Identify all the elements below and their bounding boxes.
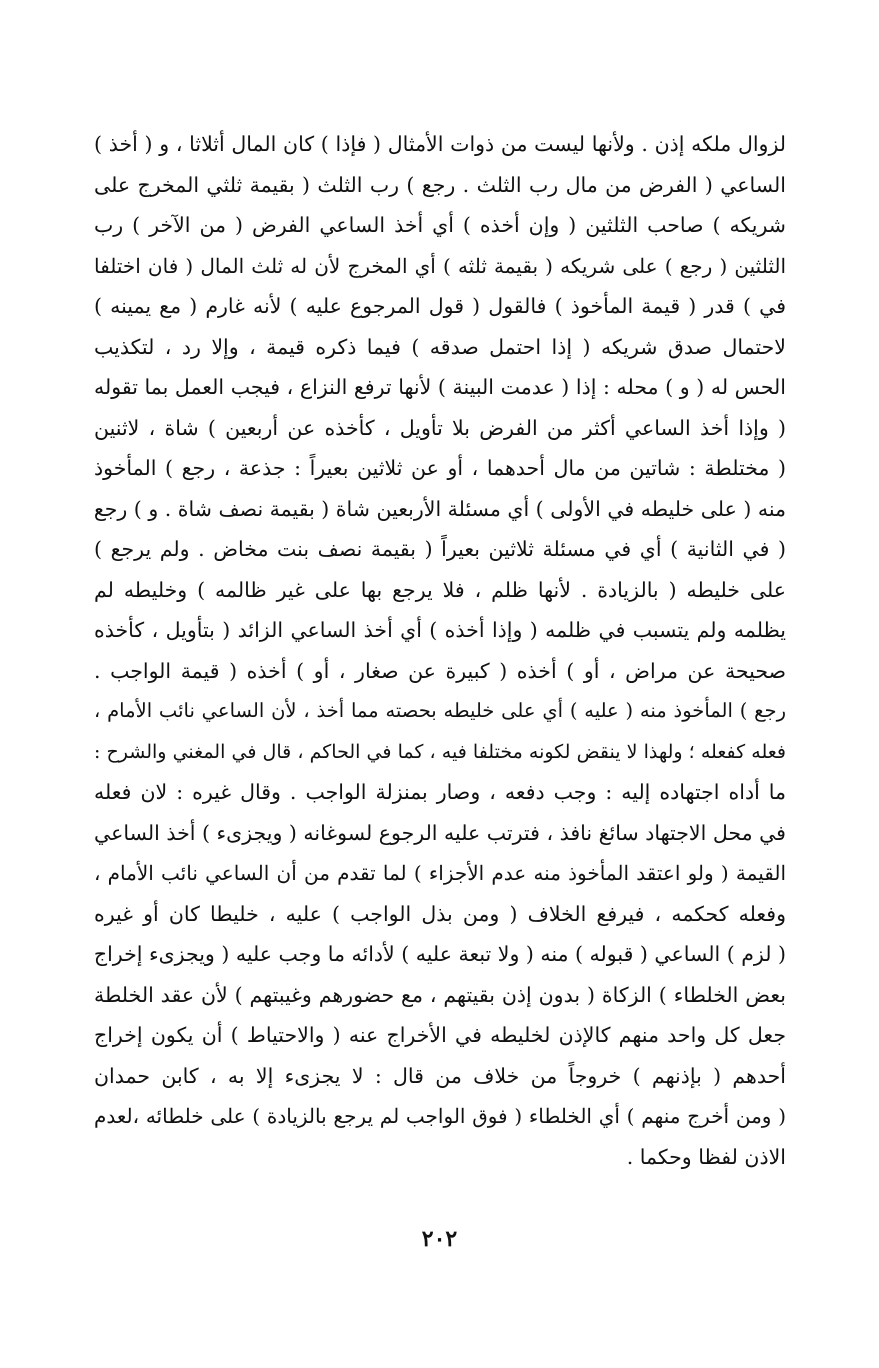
text-line: ما أداه اجتهاده إليه : وجب دفعه ، وصار بمنزلة الواجب . وقال غيره : لان فعله xyxy=(94,780,786,804)
text-line: ( ومن أخرج منهم ) أي الخلطاء ( فوق الواجب لم يرجع بالزيادة ) على خلطائه ،لعدم xyxy=(94,1104,786,1128)
page-number: ٢٠٢ xyxy=(421,1226,458,1252)
text-line: ( مختلطة : شاتين من مال أحدهما ، أو عن ثلاثين بعيراً : جذعة ، رجع ) المأخوذ xyxy=(94,456,786,480)
text-line: بعض الخلطاء ) الزكاة ( بدون إذن بقيتهم ، مع حضورهم وغيبتهم ) لأن عقد الخلطة xyxy=(94,982,786,1007)
text-line: ( في الثانية ) أي في مسئلة ثلاثين بعيراً ( بقيمة نصف بنت مخاض . ولم يرجع ) xyxy=(94,537,786,561)
text-line: الثلثين ( رجع ) على شريكه ( بقيمة ثلثه ) أي المخرج لأن له ثلث المال ( فان اختلفا xyxy=(94,253,786,278)
text-line: الحس له ( و ) محله : إذا ( عدمت البينة ) لأنها ترفع النزاع ، فيجب العمل بما تقوله xyxy=(94,375,786,399)
text-line: يظلمه ولم يتسبب في ظلمه ( وإذا أخذه ) أي أخذ الساعي الزائد ( بتأويل ، كأخذه xyxy=(94,618,786,642)
text-line: ( وإذا أخذ الساعي أكثر من الفرض بلا تأويل ، كأخذه عن أربعين ) شاة ، لاثنين xyxy=(94,415,786,440)
text-line: فعله كفعله ؛ ولهذا لا ينقض لكونه مختلفا فيه ، كما في الحاكم ، قال في المغني والشرح : xyxy=(94,740,786,763)
text-line: صحيحة عن مراض ، أو ) أخذه ( كبيرة عن صغار ، أو ) أخذه ( قيمة الواجب . xyxy=(94,658,786,683)
text-line: الساعي ( الفرض من مال رب الثلث . رجع ) رب الثلث ( بقيمة ثلثي المخرج على xyxy=(94,172,786,197)
text-line: لاحتمال صدق شريكه ( إذا احتمل صدقه ) فيما ذكره قيمة ، وإلا رد ، لتكذيب xyxy=(94,334,786,359)
text-line: رجع ) المأخوذ منه ( عليه ) أي على خليطه بحصته مما أخذ ، لأن الساعي نائب الأمام ، xyxy=(94,699,786,722)
text-line: جعل كل واحد منهم كالإذن لخليطه في الأخراج عنه ( والاحتياط ) أن يكون إخراج xyxy=(94,1023,786,1047)
text-line: على خليطه ( بالزيادة . لأنها ظلم ، فلا يرجع بها على غير ظالمه ) وخليطه لم xyxy=(94,577,786,602)
text-line: أحدهم ( بإذنهم ) خروجاً من خلاف من قال : لا يجزىء إلا به ، كابن حمدان xyxy=(94,1063,786,1088)
text-line: الاذن لفظا وحكما . xyxy=(626,1144,786,1169)
text-line: ( لزم ) الساعي ( قبوله ) منه ( ولا تبعة عليه ) لأدائه ما وجب عليه ( ويجزىء إخراج xyxy=(94,942,786,966)
body-text xyxy=(94,124,786,1177)
text-line: وفعله كحكمه ، فيرفع الخلاف ( ومن بذل الواجب ) عليه ، خليطا كان أو غيره xyxy=(94,901,786,926)
text-line: في ) قدر ( قيمة المأخوذ ) فالقول ( قول المرجوع عليه ) لأنه غارم ( مع يمينه ) xyxy=(94,294,786,318)
text-line: لزوال ملكه إذن . ولأنها ليست من ذوات الأمثال ( فإذا ) كان المال أثلاثا ، و ( أخذ ) xyxy=(94,132,786,156)
text-line: في محل الاجتهاد سائغ نافذ ، فترتب عليه الرجوع لسوغانه ( ويجزىء ) أخذ الساعي xyxy=(94,820,786,845)
text-line: منه ( على خليطه في الأولى ) أي مسئلة الأربعين شاة ( بقيمة نصف شاة . و ) رجع xyxy=(94,496,786,521)
text-line: القيمة ( ولو اعتقد المأخوذ منه عدم الأجزاء ) لما تقدم من أن الساعي نائب الأمام ، xyxy=(94,861,786,885)
text-line: شريكه ) صاحب الثلثين ( وإن أخذه ) أي أخذ الساعي الفرض ( من الآخر ) رب xyxy=(94,213,786,237)
